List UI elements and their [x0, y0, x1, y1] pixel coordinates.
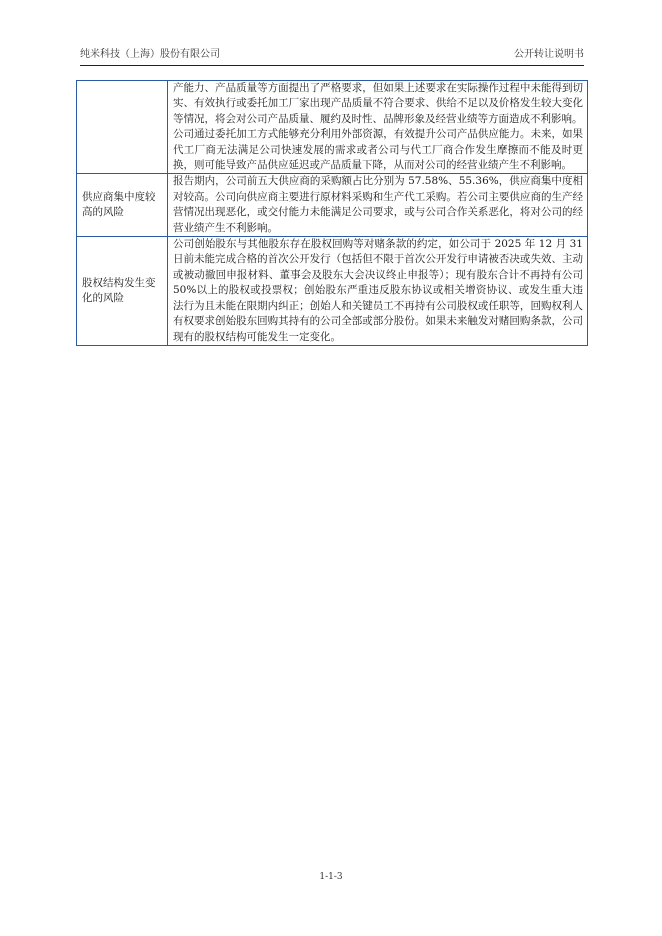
- risk-paragraph: 报告期内，公司前五大供应商的采购额占比分别为 57.58%、55.36%，供应商集中度相对较高。公司向供应商主要进行原材料采购和生产代工采购。若公司主要供应商的生产经营情况出现恶化，或交付能力未能满足公司要求，或与公司合作关系恶化，将对公司的经营业绩产生不利影响。: [173, 175, 583, 234]
- page-header: [80, 47, 584, 63]
- table-row: [77, 237, 588, 346]
- risk-paragraph: 产能力、产品质量等方面提出了严格要求，但如果上述要求在实际操作过程中未能得到切实、有效执行或委托加工厂家出现产品质量不符合要求、供给不足以及价格发生较大变化等情况，将会对公司产品质量、履约及时性、品牌形象及经营业绩等方面造成不利影响。: [173, 82, 583, 125]
- risk-paragraph: 公司创始股东与其他股东存在股权回购等对赌条款的约定，如公司于 2025 年 12 月 31 日前未能完成合格的首次公开发行（包括但不限于首次公开发行申请被否决或失效、主动或被动撤回申报材料、董事会及股东大会决议终止申报等）；现有股东合计不再持有公司 50%以上的股权或投票权；创始股东严重违反股东协议或相关增资协议、或发生重大违法行为且未能在限期内纠正；创始人和关键员工不再持有公司股权或任职等，回购权利人有权要求创始股东回购其持有的公司全部或部分股份。如果未来触发对赌回购条款，公司现有的股权结构可能发生一定变化。: [173, 238, 583, 343]
- risk-description-cell: [168, 81, 588, 174]
- risk-description-cell: [168, 237, 588, 346]
- risk-description-cell: [168, 174, 588, 237]
- risk-label-cell: [77, 81, 168, 174]
- page-number: 1-1-3: [319, 872, 343, 882]
- risk-factors-table: [76, 80, 588, 346]
- risk-paragraph: 公司通过委托加工方式能够充分利用外部资源，有效提升公司产品供应能力。未来，如果代工厂商无法满足公司快速发展的需求或者公司与代工厂商合作发生摩擦而不能及时更换，则可能导致产品供应延迟或产品质量下降，从而对公司的经营业绩产生不利影响。: [173, 128, 583, 172]
- table-row: [77, 174, 588, 237]
- risk-label-cell: 供应商集中度较高的风险: [77, 174, 168, 237]
- company-name: 纯米科技（上海）股份有限公司: [80, 49, 220, 60]
- header-divider: [80, 65, 584, 66]
- document-title: 公开转让说明书: [514, 49, 584, 60]
- table-row: [77, 81, 588, 174]
- risk-label-cell: 股权结构发生变化的风险: [77, 237, 168, 346]
